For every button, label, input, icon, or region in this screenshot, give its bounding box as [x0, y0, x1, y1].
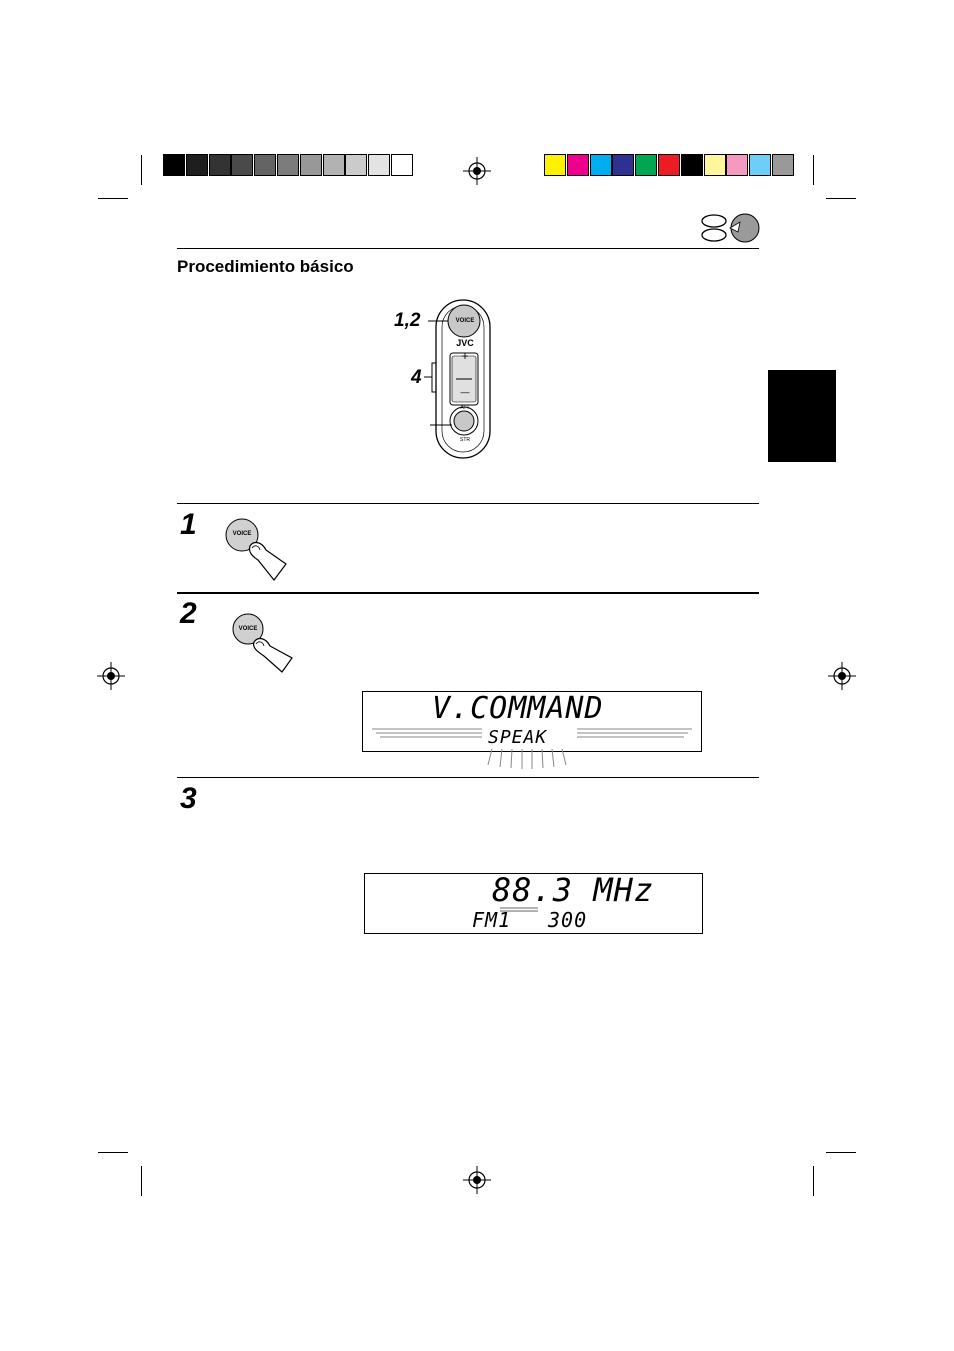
swatch-7 [323, 154, 345, 176]
crop-mark [826, 1152, 856, 1153]
swatch-2 [209, 154, 231, 176]
crop-mark [98, 198, 128, 199]
lcd-line2: SPEAK [488, 727, 548, 748]
swatch-4 [635, 154, 657, 176]
registration-target-icon [828, 662, 856, 690]
grayscale-calibration-bar [163, 154, 414, 176]
language-tab [768, 370, 836, 462]
swatch-6 [681, 154, 703, 176]
swatch-9 [749, 154, 771, 176]
swatch-4 [254, 154, 276, 176]
step-3-number: 3 [180, 782, 197, 815]
step-3-rule [177, 777, 759, 778]
speech-language-icon [700, 212, 762, 244]
step-2-number: 2 [180, 597, 197, 630]
crop-mark [813, 155, 814, 185]
swatch-8 [345, 154, 367, 176]
swatch-2 [590, 154, 612, 176]
registration-target-icon [463, 1166, 491, 1194]
registration-target-icon [463, 157, 491, 185]
header-rule [177, 248, 759, 249]
swatch-1 [567, 154, 589, 176]
lcd-channel: 300 [548, 908, 588, 932]
swatch-5 [277, 154, 299, 176]
step-1-number: 1 [180, 508, 197, 541]
remote-plus-label: + [461, 349, 469, 363]
remote-att-label: ATT [460, 405, 470, 411]
crop-mark [826, 198, 856, 199]
swatch-7 [704, 154, 726, 176]
swatch-5 [658, 154, 680, 176]
step-2-voice-label: VOICE [238, 626, 258, 632]
remote-brand: JVC [456, 338, 474, 348]
swatch-8 [726, 154, 748, 176]
swatch-0 [163, 154, 185, 176]
swatch-1 [186, 154, 208, 176]
finger-press-voice-icon [230, 612, 300, 680]
remote-minus-label: — [460, 387, 470, 397]
remote-str-label: STR [460, 437, 470, 443]
color-calibration-bar [544, 154, 795, 176]
swatch-9 [368, 154, 390, 176]
crop-mark [141, 1166, 142, 1196]
step-1-voice-label: VOICE [232, 531, 252, 537]
step-1-rule [177, 503, 759, 504]
callout-4: 4 [411, 367, 422, 388]
finger-press-voice-icon [222, 516, 292, 584]
callout-1-2: 1,2 [394, 310, 421, 331]
swatch-6 [300, 154, 322, 176]
registration-target-icon [97, 662, 125, 690]
remote-voice-label: VOICE [455, 318, 475, 324]
swatch-3 [612, 154, 634, 176]
swatch-0 [544, 154, 566, 176]
step-2-rule [177, 592, 759, 594]
swatch-3 [231, 154, 253, 176]
swatch-10 [391, 154, 413, 176]
crop-mark [98, 1152, 128, 1153]
section-title: Procedimiento básico [177, 257, 354, 276]
crop-mark [141, 155, 142, 185]
crop-mark [813, 1166, 814, 1196]
swatch-10 [772, 154, 794, 176]
lcd-frequency: 88.3 MHz [492, 871, 655, 909]
lcd-band: FM1 [472, 908, 512, 932]
lcd-line1: V.COMMAND [432, 691, 604, 726]
